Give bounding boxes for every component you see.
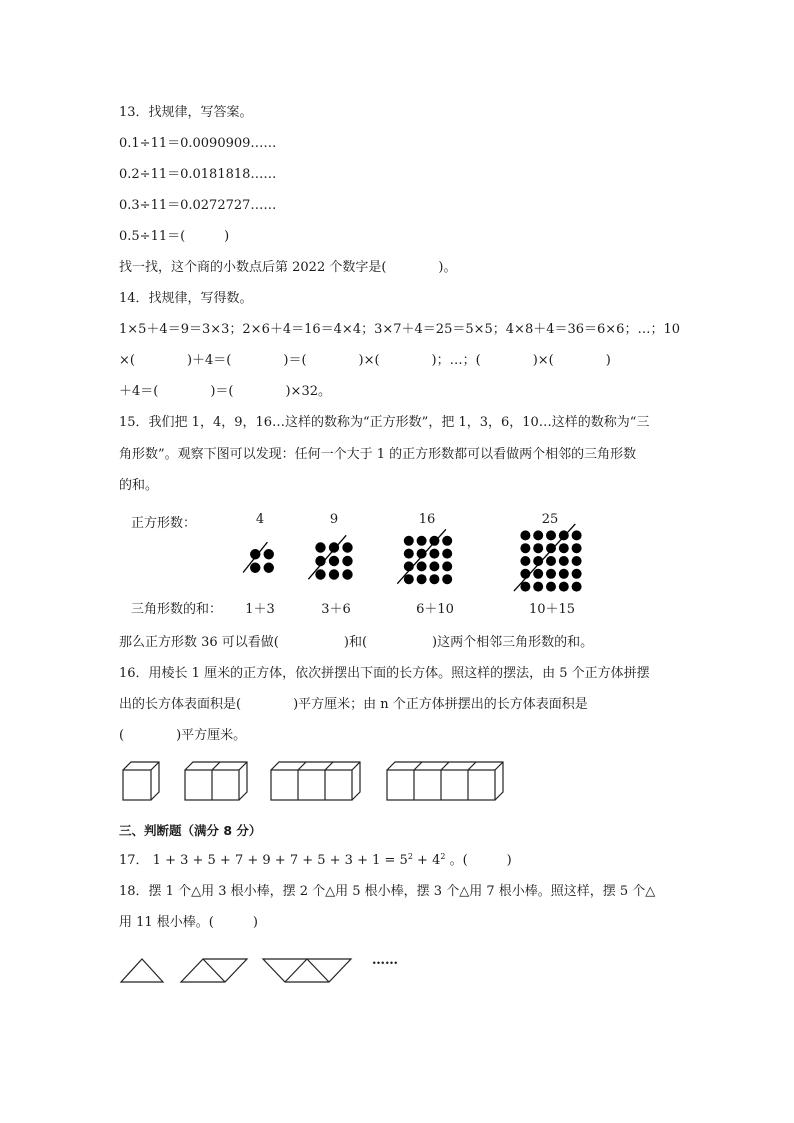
square-number-9: 9: [329, 512, 339, 527]
q18-line1: 18．摆 1 个△用 3 根小棒，摆 2 个△用 5 根小棒，摆 3 个△用 7 根小棒。照这样，摆 5 个△: [119, 884, 656, 899]
triangle-sum-1: 1＋3: [245, 602, 275, 617]
q15-line2: 角形数”。观察下图可以发现：任何一个大于 1 的正方形数都可以看做两个相邻的三角形数: [119, 447, 637, 462]
section-3-title: 三、判断题（满分 8 分）: [119, 823, 262, 838]
q17-exponent-1: 2: [407, 852, 413, 861]
q14-line2: ×( )＋4＝( )＝( )×( )；…；( )×( ): [119, 353, 611, 368]
q14-line1: 1×5＋4＝9＝3×3；2×6＋4＝16＝4×4；3×7＋4＝25＝5×5；4×8＋4＝36＝6×6；…；10: [119, 322, 680, 337]
q17-exponent-2: 2: [440, 852, 446, 861]
q17-plus: + 4: [412, 853, 441, 868]
q18-ellipsis: ……: [372, 953, 398, 968]
q13-line5: 找一找，这个商的小数点后第 2022 个数字是( )。: [119, 260, 457, 275]
triangles-3: [263, 959, 351, 982]
q18-line2: 用 11 根小棒。( ): [119, 915, 258, 930]
square-number-16: 16: [418, 512, 436, 527]
triangle-sums-label: 三角形数的和：: [131, 602, 223, 617]
square-number-4: 4: [255, 512, 265, 527]
q13-line1: 0.1÷11＝0.0090909……: [119, 136, 277, 151]
square-number-25: 25: [541, 512, 559, 527]
square-numbers-label: 正方形数：: [131, 516, 197, 531]
q14-title: 14．找规律，写得数。: [119, 291, 253, 306]
triangles-1: [121, 959, 163, 982]
triangle-sum-2: 3＋6: [321, 602, 351, 617]
q13-line2: 0.2÷11＝0.0181818……: [119, 167, 277, 182]
q15-line1: 15．我们把 1，4，9，16…这样的数称为“正方形数”，把 1，3，6，10…这样的数称为“三: [119, 415, 650, 430]
triangle-sum-4: 10＋15: [528, 602, 576, 617]
q13-line3: 0.3÷11＝0.0272727……: [119, 198, 277, 213]
q15-line3: 的和。: [119, 478, 159, 493]
q13-title: 13．找规律，写答案。: [119, 105, 253, 120]
q16-line3: ( )平方厘米。: [119, 728, 247, 743]
q13-line4: 0.5÷11＝( ): [119, 229, 230, 244]
triangles-2: [181, 959, 247, 982]
q16-line1: 16．用棱长 1 厘米的正方体，依次拼摆出下面的长方体。照这样的摆法，由 5 个正方体拼摆: [119, 666, 650, 681]
q14-line3: ＋4＝( )＝( )×32。: [119, 384, 331, 399]
q15-answer-line: 那么正方形数 36 可以看做( )和( )这两个相邻三角形数的和。: [119, 635, 594, 650]
q17-expression: 17． 1 + 3 + 5 + 7 + 9 + 7 + 5 + 3 + 1 = 5: [119, 853, 408, 868]
q17-tail: 。( ): [445, 853, 512, 868]
q16-line2: 出的长方体表面积是( )平方厘米；由 n 个正方体拼摆出的长方体表面积是: [119, 697, 588, 712]
triangle-sum-3: 6＋10: [416, 602, 454, 617]
